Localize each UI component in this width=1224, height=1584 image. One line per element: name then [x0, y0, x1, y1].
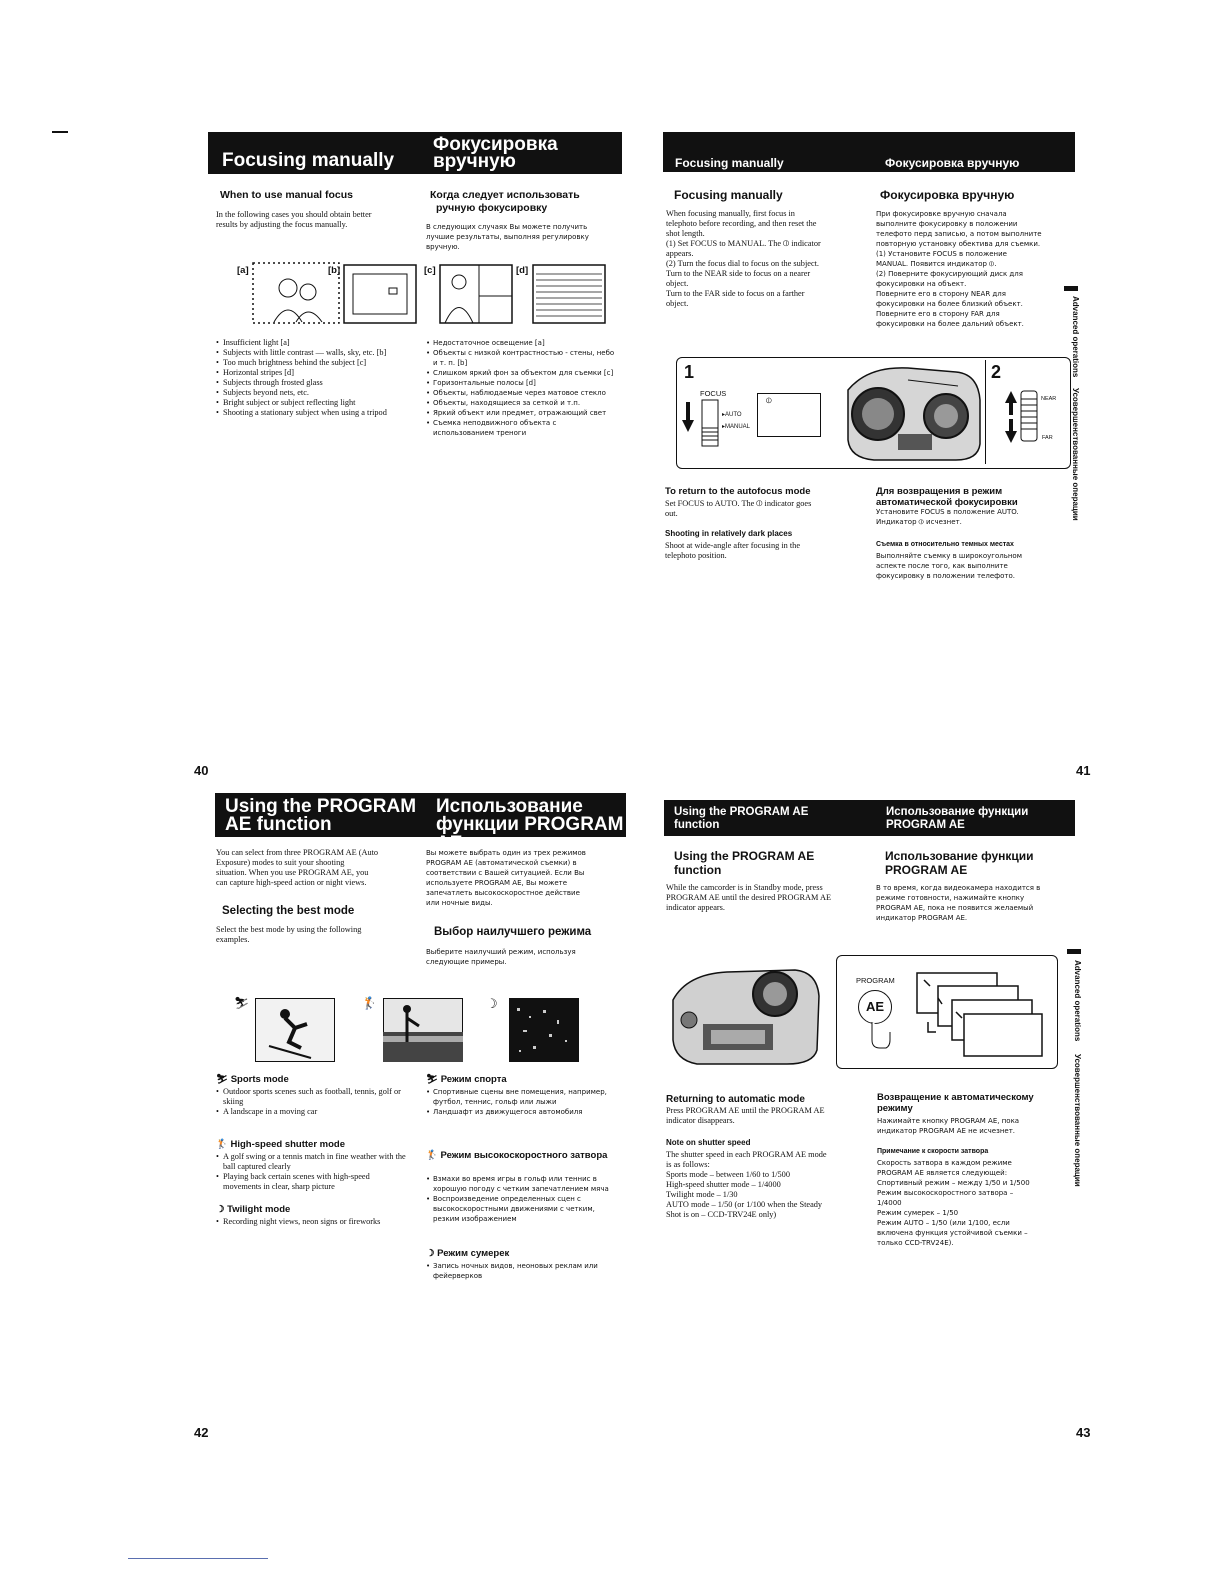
- p42-twilight-en-list: [216, 1217, 416, 1227]
- p43-return-en-title: Returning to automatic mode: [666, 1094, 805, 1105]
- page-number-40: 40: [194, 763, 209, 778]
- p40-header-ru-1: Фокусировка: [433, 134, 558, 155]
- p43-header-ru-1: Использование функции: [886, 806, 1029, 818]
- p40-illustration-b: [343, 264, 417, 324]
- p42-sports-ru-title-text: Режим спорта: [440, 1074, 507, 1085]
- p41-title-en: Focusing manually: [674, 188, 783, 202]
- p42-twilight-ru-title: [426, 1248, 509, 1259]
- p43-return-en-body: Press PROGRAM AE until the PROGRAM AE indicator disappears.: [666, 1106, 825, 1125]
- p40-intro-en: In the following cases you should obtain better results by adjusting the focus manually.: [216, 210, 372, 229]
- list-item: • Яркий объект или предмет, отражающий свет: [426, 408, 616, 418]
- page-number-43: 43: [1076, 1425, 1091, 1440]
- p41-side-tab-marker: [1064, 286, 1078, 291]
- twilight-mode-icon: ☽: [216, 1204, 228, 1215]
- list-item: • Subjects beyond nets, etc.: [216, 388, 406, 398]
- sports-mode-icon: ⛷: [234, 996, 250, 1010]
- p43-body-ru: В то время, когда видеокамера находится в режиме готовности, нажимайте кнопку PROGRAM AE, пока не появится желаемый индикатор PROGRAM AE.: [876, 884, 1041, 922]
- twilight-mode-icon: ☽: [486, 996, 498, 1011]
- p40-title-en: When to use manual focus: [220, 189, 354, 201]
- list-item: • Слишком яркий фон за объектом для съемки [c]: [426, 368, 616, 378]
- p43-camcorder-illustration: [667, 960, 827, 1068]
- p43-title-ru: Использование функции PROGRAM AE: [885, 849, 1034, 877]
- p42-select-en-title: Selecting the best mode: [222, 905, 355, 917]
- p41-focus-switch-icon: [680, 398, 724, 450]
- high-speed-shutter-icon: 🏌: [362, 996, 377, 1010]
- list-item: • Недостаточное освещение [a]: [426, 338, 616, 348]
- p41-return-en-body: Set FOCUS to AUTO. The ⦶ indicator goes out.: [665, 499, 812, 518]
- list-item: • Outdoor sports scenes such as football, tennis, golf or skiing: [216, 1087, 408, 1107]
- p41-side-label-ru: Усовершенствованные операции: [1071, 388, 1080, 521]
- p41-diagram-step2-number: 2: [991, 362, 1002, 382]
- list-item: • A golf swing or a tennis match in fine weather with the ball captured clearly: [216, 1152, 408, 1172]
- list-item: • Ландшафт из движущегося автомобиля: [426, 1107, 621, 1117]
- p43-note-en-title: Note on shutter speed: [666, 1138, 751, 1147]
- p41-dark-ru-body: Выполняйте съемку в широкоугольном аспекте после того, как выполните фокусировку в положении телефото.: [876, 552, 1022, 580]
- p43-program-label: PROGRAM: [856, 976, 895, 985]
- p42-twilight-ru-title-text: Режим сумерек: [437, 1248, 510, 1259]
- p41-return-en-title: To return to the autofocus mode: [665, 486, 811, 497]
- p42-header-ru-1: Использование: [436, 796, 583, 817]
- p42-select-en-body: Select the best mode by using the following examples.: [216, 925, 362, 944]
- list-item: • Bright subject or subject reflecting light: [216, 398, 406, 408]
- list-item: • Shooting a stationary subject when using a tripod: [216, 408, 406, 418]
- twilight-mode-icon: ☽: [426, 1248, 438, 1259]
- list-item: • Объекты, наблюдаемые через матовое стекло: [426, 388, 616, 398]
- p41-viewfinder-screen: [757, 393, 821, 437]
- p40-title-ru-1: Когда следует использовать: [430, 189, 580, 201]
- p40-header-ru-2: вручную: [433, 151, 516, 172]
- p42-sports-en-list: [216, 1087, 408, 1117]
- list-item: • Взмахи во время игры в гольф или теннис в хорошую погоду с четким запечатлением мяча: [426, 1174, 621, 1194]
- p43-return-ru-title: Возвращение к автоматическому режиму: [877, 1092, 1034, 1114]
- p40-intro-ru: В следующих случаях Вы можете получить лучшие результаты, выполняя регулировку вручную.: [426, 223, 589, 251]
- p40-illustration-d: [532, 264, 606, 324]
- p40-label-a: [a]: [237, 265, 249, 276]
- list-item: • Объекты, находящиеся за сеткой и т.п.: [426, 398, 616, 408]
- p43-header-en-1: Using the PROGRAM AE: [674, 806, 809, 818]
- p41-far-label: FAR: [1042, 435, 1053, 441]
- p40-label-d: [d]: [516, 265, 529, 276]
- list-item: • Спортивные сцены вне помещения, например, футбол, теннис, гольф или лыжи: [426, 1087, 621, 1107]
- p40-label-b: [b]: [328, 265, 341, 276]
- page-number-42: 42: [194, 1425, 209, 1440]
- p41-dark-en-title: Shooting in relatively dark places: [665, 529, 793, 538]
- p42-header-ru-2: функции PROGRAM AE: [436, 814, 624, 854]
- p43-header-en-2: function: [674, 819, 720, 831]
- p41-near-label: NEAR: [1041, 396, 1057, 402]
- margin-dash: [52, 131, 68, 133]
- p42-night-photo: [509, 998, 579, 1062]
- p40-list-en: [216, 338, 406, 418]
- list-item: • Too much brightness behind the subject [c]: [216, 358, 406, 368]
- p43-title-en: Using the PROGRAM AE function: [674, 849, 815, 877]
- p43-header-bar: [664, 800, 1075, 836]
- focus-indicator-icon: ⦶: [766, 396, 772, 405]
- page-number-41: 41: [1076, 763, 1091, 778]
- list-item: • Playing back certain scenes with high-speed movements in clear, sharp picture: [216, 1172, 408, 1192]
- p41-title-ru: Фокусировка вручную: [880, 188, 1015, 202]
- p40-header-en: Focusing manually: [222, 150, 395, 171]
- p42-sports-photo: [255, 998, 335, 1062]
- p43-side-label-ru: Усовершенствованные операции: [1073, 1054, 1082, 1187]
- p43-note-en-body: The shutter speed in each PROGRAM AE mode is as follows: Sports mode – between 1/60 to 1/500 High-speed shutter mode – 1/4000 Twilight mode – 1/30 AUTO mode – 1/50 (or 1/100 when the Steady Shot is on – CCD-TRV24E only): [666, 1150, 827, 1219]
- p41-return-ru-body: Установите FOCUS в положение AUTO. Индикатор ⦶ исчезнет.: [876, 508, 1019, 526]
- list-item: • Горизонтальные полосы [d]: [426, 378, 616, 388]
- p42-sports-en-title-text: Sports mode: [230, 1074, 289, 1085]
- p42-shutter-ru-title: [426, 1150, 626, 1161]
- p42-intro-en: You can select from three PROGRAM AE (Auto Exposure) modes to suit your shooting situation. When you use PROGRAM AE, you can capture high-speed action or night views.: [216, 848, 379, 887]
- p43-side-tab-marker: [1067, 949, 1081, 954]
- p41-body-en: When focusing manually, first focus in telephoto before recording, and then reset the shot length. (1) Set FOCUS to MANUAL. The ⦶ indicator appears. (2) Turn the focus dial to focus on the subject. Turn to the NEAR side to focus on a nearer object. Turn to the FAR side to focus on a farther object.: [666, 209, 821, 308]
- p42-sports-ru-title: [426, 1074, 507, 1085]
- p43-header-ru-2: PROGRAM AE: [886, 819, 965, 831]
- p40-illustration-c: [439, 264, 513, 324]
- p42-shutter-en-title: [216, 1139, 345, 1150]
- list-item: • Subjects with little contrast — walls, sky, etc. [b]: [216, 348, 406, 358]
- p41-manual-label: ▸MANUAL: [722, 424, 751, 430]
- p41-header-en: Focusing manually: [675, 156, 784, 170]
- p43-finger-press-icon: [866, 1020, 892, 1050]
- p41-header-bar: [663, 132, 1075, 172]
- p42-select-ru-body: Выберите наилучший режим, используя следующие примеры.: [426, 948, 576, 966]
- p40-header-bar: [208, 132, 622, 174]
- p40-label-c: [c]: [424, 265, 436, 276]
- sports-mode-icon: ⛷: [216, 1074, 231, 1085]
- p43-ae-button[interactable]: [858, 990, 892, 1024]
- p43-mode-cycle-diagram: [916, 972, 1044, 1058]
- p40-illustration-a: [252, 262, 340, 324]
- p41-auto-label: ▸AUTO: [722, 412, 742, 418]
- p42-header-en-2: AE function: [225, 814, 332, 835]
- p43-return-ru-body: Нажимайте кнопку PROGRAM AE, пока индикатор PROGRAM AE не исчезнет.: [877, 1117, 1020, 1135]
- sports-mode-icon: ⛷: [426, 1074, 441, 1085]
- list-item: • Воспроизведение определенных сцен с высокоскоростными движениями с четким, резким изображением: [426, 1194, 621, 1224]
- p40-title-ru-2: ручную фокусировку: [436, 202, 548, 214]
- p42-sports-ru-list: [426, 1087, 621, 1117]
- p42-intro-ru: Вы можете выбрать один из трех режимов PROGRAM AE (автоматической съемки) в соответствии с Вашей ситуацией. Если Вы используете PROGRAM AE, Вы можете запечатлеть высокоскоростное действие или ночные виды.: [426, 849, 586, 907]
- p43-note-ru-title: Примечание к скорости затвора: [877, 1148, 989, 1155]
- p41-side-label-en: Advanced operations: [1071, 296, 1080, 378]
- list-item: • Запись ночных видов, неоновых реклам или фейерверков: [426, 1261, 621, 1281]
- p43-ae-button-label: AE: [865, 999, 885, 1014]
- p43-side-label-en: Advanced operations: [1073, 960, 1082, 1042]
- p42-header-bar: [215, 793, 626, 854]
- p42-twilight-ru-list: [426, 1261, 621, 1281]
- p42-shutter-en-title-text: High-speed shutter mode: [230, 1139, 346, 1150]
- p41-header-ru: Фокусировка вручную: [885, 156, 1020, 170]
- list-item: • A landscape in a moving car: [216, 1107, 408, 1117]
- p42-twilight-en-title: [216, 1204, 290, 1215]
- p42-select-ru-title: Выбор наилучшего режима: [434, 926, 592, 938]
- p42-sports-en-title: [216, 1074, 289, 1085]
- p43-body-en: While the camcorder is in Standby mode, press PROGRAM AE until the desired PROGRAM AE indicator appears.: [666, 883, 832, 912]
- p41-dark-en-body: Shoot at wide-angle after focusing in the telephoto position.: [665, 541, 801, 560]
- p42-shutter-ru-title-text: Режим высокоскоростного затвора: [440, 1150, 608, 1161]
- list-item: • Subjects through frosted glass: [216, 378, 406, 388]
- high-speed-shutter-icon: 🏌: [216, 1139, 231, 1150]
- p40-list-ru: [426, 338, 616, 438]
- p41-focus-dial-icon: [1003, 389, 1043, 445]
- list-item: • Съемка неподвижного объекта с использованием треноги: [426, 418, 616, 438]
- high-speed-shutter-icon: 🏌: [426, 1150, 441, 1161]
- list-item: • Horizontal stripes [d]: [216, 368, 406, 378]
- p41-return-ru-title: Для возвращения в режим автоматической фокусировки: [876, 486, 1018, 508]
- p42-golf-photo: [383, 998, 463, 1062]
- p43-note-ru-body: Скорость затвора в каждом режиме PROGRAM AE является следующей: Спортивный режим – между 1/50 и 1/500 Режим высокоскоростного затвора – 1/4000 Режим сумерек – 1/50 Режим AUTO – 1/50 (или 1/100, если включена функция устойчивой съемки – только CCD-TRV24E).: [877, 1159, 1030, 1247]
- p42-shutter-ru-list: [426, 1174, 621, 1224]
- camcorder-illustration: [838, 360, 988, 464]
- list-item: • Insufficient light [a]: [216, 338, 406, 348]
- p42-header-en-1: Using the PROGRAM: [225, 796, 417, 817]
- footnote-rule: [128, 1558, 268, 1559]
- p41-dark-ru-title: Съемка в относительно темных местах: [876, 541, 1014, 548]
- p41-focus-label: FOCUS: [700, 389, 727, 398]
- p41-body-ru: При фокусировке вручную сначала выполните фокусировку в положении телефото перд записью, а потом выполните повторную установку обектива для съемки. (1) Установите FOCUS в положение MANUAL. Появится индикатор ⦶. (2) Поверните фокусирующий диск для фокусировки на объект. Поверните его в сторону NEAR для фокусировки на более близкий объект. Поверните его в сторону FAR для фокусировки на более дальний объект.: [876, 210, 1042, 328]
- p41-diagram-step1-number: 1: [684, 362, 695, 382]
- p42-shutter-en-list: [216, 1152, 408, 1192]
- list-item: • Объекты с низкой контрастностью - стены, небо и т. п. [b]: [426, 348, 616, 368]
- p42-twilight-en-title-text: Twilight mode: [227, 1204, 291, 1215]
- list-item: • Recording night views, neon signs or fireworks: [216, 1217, 416, 1227]
